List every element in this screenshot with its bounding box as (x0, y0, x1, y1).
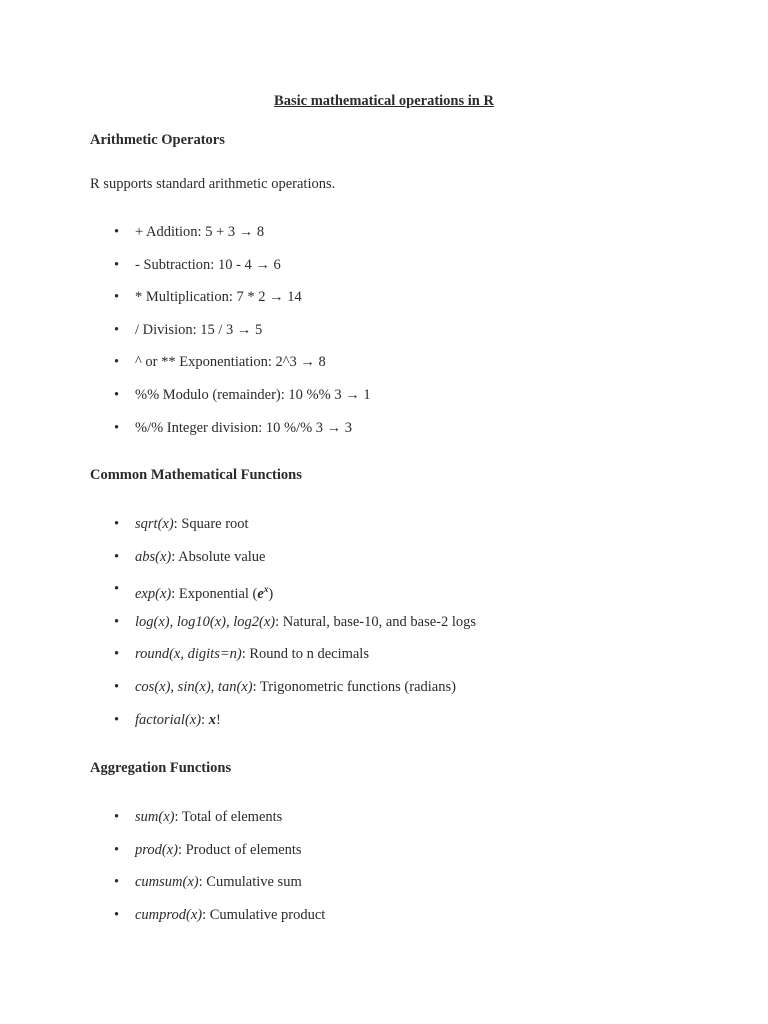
bullet-icon: • (114, 581, 120, 598)
function-desc: : Square root (173, 516, 249, 532)
function-name: cumsum(x) (135, 874, 199, 891)
function-desc: : Round to n decimals (241, 646, 369, 663)
arithmetic-section (90, 132, 710, 149)
math-functions-heading: Common Mathematical Functions (90, 467, 302, 483)
item-text: * Multiplication: 7 * 2 → 14 (135, 289, 302, 306)
function-name: factorial(x) (135, 711, 202, 728)
list-item (90, 808, 710, 841)
list-item (90, 645, 710, 678)
bullet-icon: • (114, 646, 120, 663)
bullet-icon: • (114, 678, 120, 695)
list-item (90, 223, 710, 256)
bullet-icon: • (114, 516, 120, 532)
arithmetic-list-block (90, 223, 710, 451)
item-text: + Addition: 5 + 3 → 8 (135, 224, 265, 240)
list-item (90, 419, 710, 452)
item-text: %/% Integer division: 10 %/% 3 → 3 (135, 419, 353, 436)
list-item (90, 353, 710, 386)
list-item (90, 256, 710, 289)
list-item (90, 841, 710, 874)
document-title: Basic mathematical operations in R (274, 93, 494, 109)
function-desc: : Product of elements (177, 841, 302, 858)
math-functions-section (90, 467, 710, 484)
list-item (90, 548, 710, 581)
item-text: / Division: 15 / 3 → 5 (135, 321, 263, 338)
aggregation-heading: Aggregation Functions (90, 760, 232, 776)
list-item (90, 515, 710, 548)
arithmetic-list (90, 223, 710, 451)
bullet-icon: • (114, 841, 120, 858)
list-item (90, 711, 710, 744)
function-desc: : Cumulative product (202, 906, 326, 923)
function-name: cumprod(x) (135, 906, 203, 923)
bullet-icon: • (114, 711, 120, 728)
aggregation-list-block (90, 808, 710, 938)
function-desc-end: ! (215, 711, 221, 728)
function-desc: : Trigonometric functions (radians) (252, 678, 456, 695)
bullet-icon: • (114, 419, 120, 436)
function-name: exp(x) (135, 586, 172, 603)
arithmetic-intro: R supports standard arithmetic operations. (90, 176, 336, 192)
math-base: e (257, 586, 264, 603)
function-desc: : Natural, base-10, and base-2 logs (275, 613, 477, 630)
function-desc: : Total of elements (174, 809, 283, 825)
function-name: sum(x) (135, 809, 175, 825)
math-functions-list (90, 515, 710, 743)
bullet-icon: • (114, 256, 120, 273)
aggregation-section (90, 760, 710, 777)
function-name: log(x), log10(x), log2(x) (135, 613, 276, 630)
function-name: prod(x) (135, 841, 178, 858)
item-text: - Subtraction: 10 - 4 → 6 (135, 256, 281, 273)
arithmetic-intro-block (90, 176, 710, 193)
list-item (90, 678, 710, 711)
bullet-icon: • (114, 809, 120, 825)
arithmetic-heading: Arithmetic Operators (90, 132, 225, 148)
function-desc: : Exponential ( (171, 586, 258, 603)
list-item (90, 580, 710, 613)
bullet-icon: • (114, 289, 120, 306)
function-name: abs(x) (135, 548, 172, 565)
aggregation-list (90, 808, 710, 938)
math-exponent: x (263, 584, 269, 595)
list-item (90, 873, 710, 906)
function-desc: : Cumulative sum (198, 874, 302, 891)
bullet-icon: • (114, 386, 120, 403)
list-item (90, 906, 710, 939)
function-desc-end: ) (268, 586, 274, 603)
function-name: sqrt(x) (135, 516, 174, 532)
function-desc: : (201, 711, 209, 728)
list-item (90, 613, 710, 646)
function-name: cos(x), sin(x), tan(x) (135, 678, 253, 695)
bullet-icon: • (114, 874, 120, 891)
item-text: ^ or ** Exponentiation: 2^3 → 8 (135, 354, 326, 371)
function-name: round(x, digits=n) (135, 646, 242, 663)
bullet-icon: • (114, 224, 120, 240)
function-desc: : Absolute value (171, 548, 266, 565)
list-item (90, 288, 710, 321)
math-functions-list-block (90, 515, 710, 743)
bullet-icon: • (114, 613, 120, 630)
bullet-icon: • (114, 321, 120, 338)
bullet-icon: • (114, 354, 120, 371)
bullet-icon: • (114, 906, 120, 923)
math-symbol: x (208, 711, 216, 728)
bullet-icon: • (114, 548, 120, 565)
list-item (90, 386, 710, 419)
list-item (90, 321, 710, 354)
item-text: %% Modulo (remainder): 10 %% 3 → 1 (135, 386, 371, 403)
